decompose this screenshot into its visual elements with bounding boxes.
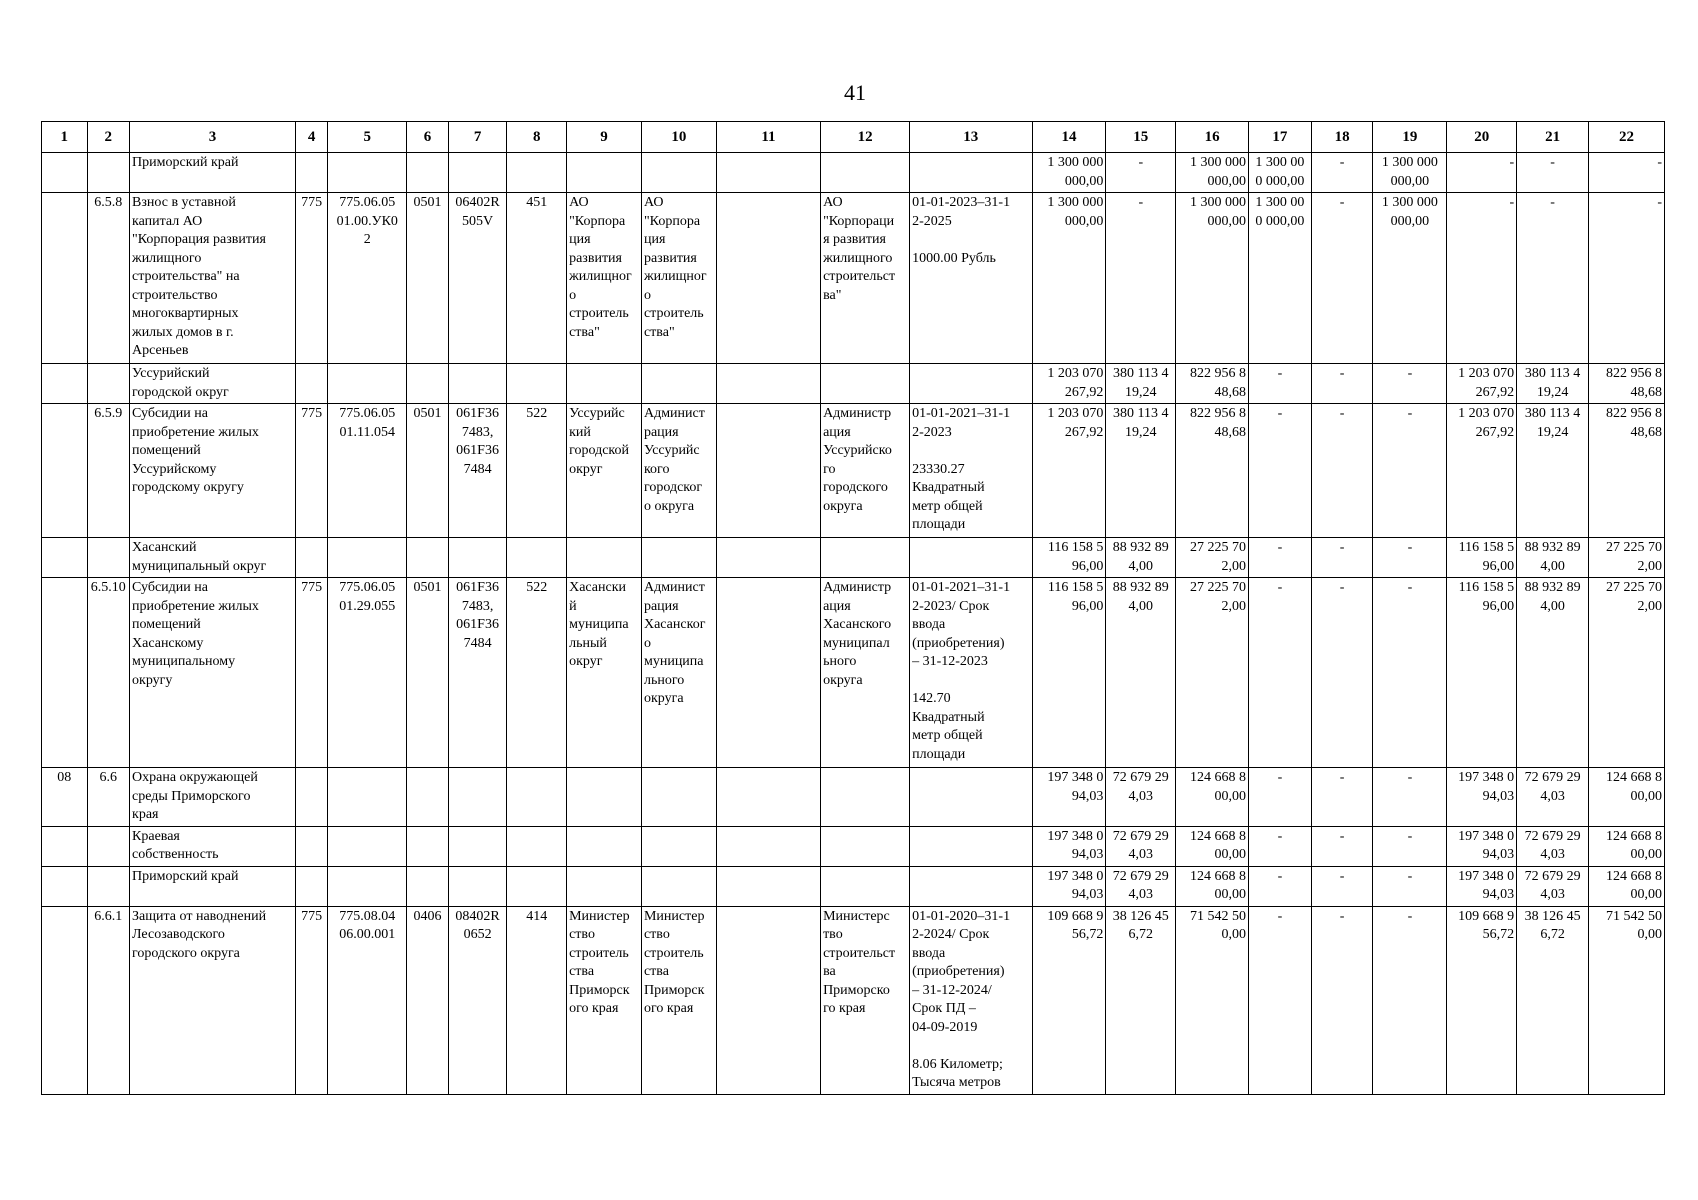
table-row bbox=[42, 193, 1665, 364]
row-code-cell bbox=[42, 404, 88, 538]
recipient-cell bbox=[567, 768, 642, 827]
target-article-cell bbox=[328, 768, 407, 827]
grbs-cell: 775 bbox=[295, 578, 327, 768]
description-cell: Приморский край bbox=[130, 866, 296, 906]
col-20-cell: - bbox=[1447, 153, 1517, 193]
section-cell bbox=[407, 364, 448, 404]
col-21-cell: 88 932 89 4,00 bbox=[1517, 538, 1589, 578]
col-17-cell: - bbox=[1249, 538, 1312, 578]
col-18-cell: - bbox=[1311, 866, 1373, 906]
regional-amount-cell: 124 668 8 00,00 bbox=[1176, 866, 1249, 906]
description-cell: Уссурийский городской округ bbox=[130, 364, 296, 404]
recipient-cell bbox=[567, 538, 642, 578]
column-header: 16 bbox=[1176, 122, 1249, 153]
grbs-cell bbox=[295, 538, 327, 578]
recipient-cell bbox=[567, 153, 642, 193]
vr-cell: 451 bbox=[507, 193, 567, 364]
federal-amount-cell: 38 126 45 6,72 bbox=[1106, 906, 1176, 1094]
col-11-cell bbox=[716, 193, 820, 364]
item-number-cell: 6.5.9 bbox=[87, 404, 129, 538]
column-header: 3 bbox=[130, 122, 296, 153]
term-capacity-cell bbox=[910, 866, 1032, 906]
col-22-cell: 822 956 8 48,68 bbox=[1588, 404, 1664, 538]
item-number-cell: 6.5.8 bbox=[87, 193, 129, 364]
vr-cell: 414 bbox=[507, 906, 567, 1094]
column-header: 8 bbox=[507, 122, 567, 153]
column-header: 1 bbox=[42, 122, 88, 153]
executor-cell bbox=[641, 538, 716, 578]
total-amount-cell: 1 300 000 000,00 bbox=[1032, 153, 1106, 193]
table-row bbox=[42, 538, 1665, 578]
regional-amount-cell: 822 956 8 48,68 bbox=[1176, 404, 1249, 538]
col-18-cell: - bbox=[1311, 193, 1373, 364]
expense-type-cell bbox=[448, 866, 507, 906]
vr-cell bbox=[507, 866, 567, 906]
target-article-cell: 775.08.04 06.00.001 bbox=[328, 906, 407, 1094]
table-row bbox=[42, 826, 1665, 866]
target-article-cell: 775.06.05 01.11.054 bbox=[328, 404, 407, 538]
total-amount-cell: 109 668 9 56,72 bbox=[1032, 906, 1106, 1094]
regional-amount-cell: 27 225 70 2,00 bbox=[1176, 578, 1249, 768]
table-row bbox=[42, 866, 1665, 906]
grbs-cell bbox=[295, 768, 327, 827]
term-capacity-cell bbox=[910, 768, 1032, 827]
federal-amount-cell: - bbox=[1106, 153, 1176, 193]
col-20-cell: 116 158 5 96,00 bbox=[1447, 578, 1517, 768]
vr-cell bbox=[507, 768, 567, 827]
customer-cell: Администр ация Хасанского муниципал ьного округа bbox=[821, 578, 910, 768]
col-11-cell bbox=[716, 364, 820, 404]
customer-cell bbox=[821, 364, 910, 404]
executor-cell: АО "Корпора ция развития жилищног о строитель ства" bbox=[641, 193, 716, 364]
col-21-cell: 72 679 29 4,03 bbox=[1517, 768, 1589, 827]
col-19-cell: - bbox=[1373, 364, 1447, 404]
table-row bbox=[42, 404, 1665, 538]
row-code-cell bbox=[42, 364, 88, 404]
target-article-cell bbox=[328, 153, 407, 193]
column-header: 11 bbox=[716, 122, 820, 153]
col-11-cell bbox=[716, 578, 820, 768]
col-11-cell bbox=[716, 538, 820, 578]
col-22-cell: - bbox=[1588, 153, 1664, 193]
customer-cell bbox=[821, 866, 910, 906]
col-22-cell: 124 668 8 00,00 bbox=[1588, 866, 1664, 906]
description-cell: Охрана окружающей среды Приморского края bbox=[130, 768, 296, 827]
col-11-cell bbox=[716, 404, 820, 538]
regional-amount-cell: 1 300 000 000,00 bbox=[1176, 193, 1249, 364]
grbs-cell: 775 bbox=[295, 404, 327, 538]
regional-amount-cell: 124 668 8 00,00 bbox=[1176, 768, 1249, 827]
item-number-cell bbox=[87, 364, 129, 404]
expense-type-cell: 08402R 0652 bbox=[448, 906, 507, 1094]
col-18-cell: - bbox=[1311, 826, 1373, 866]
col-17-cell: - bbox=[1249, 364, 1312, 404]
description-cell: Защита от наводнений Лесозаводского городского округа bbox=[130, 906, 296, 1094]
executor-cell: Министер ство строитель ства Приморск ого края bbox=[641, 906, 716, 1094]
column-header: 13 bbox=[910, 122, 1032, 153]
regional-amount-cell: 1 300 000 000,00 bbox=[1176, 153, 1249, 193]
executor-cell bbox=[641, 866, 716, 906]
total-amount-cell: 1 300 000 000,00 bbox=[1032, 193, 1106, 364]
item-number-cell bbox=[87, 538, 129, 578]
regional-amount-cell: 124 668 8 00,00 bbox=[1176, 826, 1249, 866]
recipient-cell: Хасански й муниципа льный округ bbox=[567, 578, 642, 768]
column-header: 18 bbox=[1311, 122, 1373, 153]
col-21-cell: 72 679 29 4,03 bbox=[1517, 866, 1589, 906]
section-cell bbox=[407, 866, 448, 906]
section-cell bbox=[407, 826, 448, 866]
col-19-cell: 1 300 000 000,00 bbox=[1373, 193, 1447, 364]
total-amount-cell: 116 158 5 96,00 bbox=[1032, 538, 1106, 578]
recipient-cell: Уссурийс кий городской округ bbox=[567, 404, 642, 538]
section-cell bbox=[407, 153, 448, 193]
total-amount-cell: 197 348 0 94,03 bbox=[1032, 866, 1106, 906]
col-17-cell: 1 300 00 0 000,00 bbox=[1249, 153, 1312, 193]
section-cell bbox=[407, 538, 448, 578]
col-19-cell: 1 300 000 000,00 bbox=[1373, 153, 1447, 193]
col-19-cell: - bbox=[1373, 768, 1447, 827]
federal-amount-cell: 72 679 29 4,03 bbox=[1106, 826, 1176, 866]
item-number-cell: 6.6.1 bbox=[87, 906, 129, 1094]
col-18-cell: - bbox=[1311, 768, 1373, 827]
col-19-cell: - bbox=[1373, 826, 1447, 866]
col-11-cell bbox=[716, 906, 820, 1094]
col-22-cell: 27 225 70 2,00 bbox=[1588, 538, 1664, 578]
col-19-cell: - bbox=[1373, 578, 1447, 768]
expense-type-cell bbox=[448, 364, 507, 404]
column-header: 10 bbox=[641, 122, 716, 153]
row-code-cell bbox=[42, 866, 88, 906]
expense-type-cell: 061F36 7483, 061F36 7484 bbox=[448, 578, 507, 768]
col-19-cell: - bbox=[1373, 866, 1447, 906]
col-21-cell: 88 932 89 4,00 bbox=[1517, 578, 1589, 768]
section-cell: 0501 bbox=[407, 404, 448, 538]
federal-amount-cell: 380 113 4 19,24 bbox=[1106, 404, 1176, 538]
column-header: 6 bbox=[407, 122, 448, 153]
col-18-cell: - bbox=[1311, 153, 1373, 193]
target-article-cell bbox=[328, 826, 407, 866]
expense-type-cell bbox=[448, 538, 507, 578]
grbs-cell bbox=[295, 826, 327, 866]
target-article-cell: 775.06.05 01.00.УК0 2 bbox=[328, 193, 407, 364]
federal-amount-cell: - bbox=[1106, 193, 1176, 364]
col-22-cell: 27 225 70 2,00 bbox=[1588, 578, 1664, 768]
column-header: 15 bbox=[1106, 122, 1176, 153]
col-21-cell: 72 679 29 4,03 bbox=[1517, 826, 1589, 866]
target-article-cell bbox=[328, 364, 407, 404]
column-header: 9 bbox=[567, 122, 642, 153]
section-cell: 0406 bbox=[407, 906, 448, 1094]
column-header: 22 bbox=[1588, 122, 1664, 153]
description-cell: Хасанский муниципальный округ bbox=[130, 538, 296, 578]
customer-cell bbox=[821, 153, 910, 193]
col-21-cell: - bbox=[1517, 153, 1589, 193]
col-20-cell: 1 203 070 267,92 bbox=[1447, 404, 1517, 538]
recipient-cell: АО "Корпора ция развития жилищног о строитель ства" bbox=[567, 193, 642, 364]
regional-amount-cell: 71 542 50 0,00 bbox=[1176, 906, 1249, 1094]
section-cell bbox=[407, 768, 448, 827]
col-20-cell: 116 158 5 96,00 bbox=[1447, 538, 1517, 578]
col-20-cell: 109 668 9 56,72 bbox=[1447, 906, 1517, 1094]
row-code-cell bbox=[42, 578, 88, 768]
customer-cell: Администр ация Уссурийско го городского округа bbox=[821, 404, 910, 538]
item-number-cell bbox=[87, 866, 129, 906]
term-capacity-cell: 01-01-2021–31-1 2-2023/ Срок ввода (приобретения) – 31-12-2023 142.70 Квадратный метр общей площади bbox=[910, 578, 1032, 768]
vr-cell bbox=[507, 153, 567, 193]
regional-amount-cell: 27 225 70 2,00 bbox=[1176, 538, 1249, 578]
description-cell: Взнос в уставной капитал АО "Корпорация развития жилищного строительства" на строительство многоквартирных жилых домов в г. Арсеньев bbox=[130, 193, 296, 364]
table-row bbox=[42, 906, 1665, 1094]
recipient-cell bbox=[567, 364, 642, 404]
expense-type-cell bbox=[448, 826, 507, 866]
col-21-cell: 38 126 45 6,72 bbox=[1517, 906, 1589, 1094]
header-row bbox=[42, 122, 1665, 153]
executor-cell bbox=[641, 153, 716, 193]
column-header: 20 bbox=[1447, 122, 1517, 153]
recipient-cell: Министер ство строитель ства Приморск ого края bbox=[567, 906, 642, 1094]
expense-type-cell bbox=[448, 153, 507, 193]
executor-cell: Админист рация Уссурийс кого городског о округа bbox=[641, 404, 716, 538]
col-22-cell: - bbox=[1588, 193, 1664, 364]
column-header: 14 bbox=[1032, 122, 1106, 153]
col-18-cell: - bbox=[1311, 364, 1373, 404]
vr-cell bbox=[507, 364, 567, 404]
column-header: 17 bbox=[1249, 122, 1312, 153]
col-20-cell: 197 348 0 94,03 bbox=[1447, 866, 1517, 906]
federal-amount-cell: 88 932 89 4,00 bbox=[1106, 578, 1176, 768]
col-17-cell: - bbox=[1249, 906, 1312, 1094]
col-11-cell bbox=[716, 866, 820, 906]
federal-amount-cell: 72 679 29 4,03 bbox=[1106, 768, 1176, 827]
col-21-cell: 380 113 4 19,24 bbox=[1517, 364, 1589, 404]
item-number-cell: 6.6 bbox=[87, 768, 129, 827]
item-number-cell bbox=[87, 826, 129, 866]
table-row bbox=[42, 578, 1665, 768]
recipient-cell bbox=[567, 826, 642, 866]
col-22-cell: 71 542 50 0,00 bbox=[1588, 906, 1664, 1094]
table-row bbox=[42, 153, 1665, 193]
grbs-cell: 775 bbox=[295, 193, 327, 364]
col-19-cell: - bbox=[1373, 906, 1447, 1094]
col-20-cell: 1 203 070 267,92 bbox=[1447, 364, 1517, 404]
table-row bbox=[42, 364, 1665, 404]
budget-table bbox=[41, 121, 1665, 1095]
regional-amount-cell: 822 956 8 48,68 bbox=[1176, 364, 1249, 404]
row-code-cell bbox=[42, 906, 88, 1094]
column-header: 7 bbox=[448, 122, 507, 153]
executor-cell bbox=[641, 364, 716, 404]
federal-amount-cell: 88 932 89 4,00 bbox=[1106, 538, 1176, 578]
executor-cell: Админист рация Хасанског о муниципа льного округа bbox=[641, 578, 716, 768]
row-code-cell bbox=[42, 826, 88, 866]
column-header: 4 bbox=[295, 122, 327, 153]
col-21-cell: - bbox=[1517, 193, 1589, 364]
col-17-cell: 1 300 00 0 000,00 bbox=[1249, 193, 1312, 364]
col-20-cell: - bbox=[1447, 193, 1517, 364]
col-18-cell: - bbox=[1311, 906, 1373, 1094]
executor-cell bbox=[641, 768, 716, 827]
col-20-cell: 197 348 0 94,03 bbox=[1447, 826, 1517, 866]
col-21-cell: 380 113 4 19,24 bbox=[1517, 404, 1589, 538]
section-cell: 0501 bbox=[407, 578, 448, 768]
term-capacity-cell bbox=[910, 364, 1032, 404]
col-17-cell: - bbox=[1249, 826, 1312, 866]
term-capacity-cell bbox=[910, 826, 1032, 866]
total-amount-cell: 1 203 070 267,92 bbox=[1032, 364, 1106, 404]
total-amount-cell: 116 158 5 96,00 bbox=[1032, 578, 1106, 768]
term-capacity-cell: 01-01-2023–31-1 2-2025 1000.00 Рубль bbox=[910, 193, 1032, 364]
total-amount-cell: 1 203 070 267,92 bbox=[1032, 404, 1106, 538]
col-18-cell: - bbox=[1311, 404, 1373, 538]
table-body bbox=[42, 153, 1665, 1095]
section-cell: 0501 bbox=[407, 193, 448, 364]
col-19-cell: - bbox=[1373, 538, 1447, 578]
column-header: 19 bbox=[1373, 122, 1447, 153]
col-18-cell: - bbox=[1311, 578, 1373, 768]
col-22-cell: 124 668 8 00,00 bbox=[1588, 826, 1664, 866]
target-article-cell bbox=[328, 538, 407, 578]
term-capacity-cell bbox=[910, 153, 1032, 193]
customer-cell bbox=[821, 538, 910, 578]
col-11-cell bbox=[716, 768, 820, 827]
col-22-cell: 822 956 8 48,68 bbox=[1588, 364, 1664, 404]
col-17-cell: - bbox=[1249, 404, 1312, 538]
col-17-cell: - bbox=[1249, 578, 1312, 768]
customer-cell bbox=[821, 768, 910, 827]
target-article-cell bbox=[328, 866, 407, 906]
page-number: 41 bbox=[844, 80, 866, 105]
customer-cell bbox=[821, 826, 910, 866]
description-cell: Приморский край bbox=[130, 153, 296, 193]
executor-cell bbox=[641, 826, 716, 866]
column-header: 2 bbox=[87, 122, 129, 153]
col-19-cell: - bbox=[1373, 404, 1447, 538]
table-row bbox=[42, 768, 1665, 827]
column-header: 5 bbox=[328, 122, 407, 153]
description-cell: Субсидии на приобретение жилых помещений Хасанскому муниципальному округу bbox=[130, 578, 296, 768]
grbs-cell bbox=[295, 866, 327, 906]
item-number-cell: 6.5.10 bbox=[87, 578, 129, 768]
row-code-cell bbox=[42, 538, 88, 578]
grbs-cell bbox=[295, 364, 327, 404]
grbs-cell bbox=[295, 153, 327, 193]
col-18-cell: - bbox=[1311, 538, 1373, 578]
row-code-cell bbox=[42, 193, 88, 364]
vr-cell: 522 bbox=[507, 578, 567, 768]
grbs-cell: 775 bbox=[295, 906, 327, 1094]
customer-cell: АО "Корпораци я развития жилищного строительст ва" bbox=[821, 193, 910, 364]
row-code-cell bbox=[42, 153, 88, 193]
total-amount-cell: 197 348 0 94,03 bbox=[1032, 768, 1106, 827]
target-article-cell: 775.06.05 01.29.055 bbox=[328, 578, 407, 768]
federal-amount-cell: 72 679 29 4,03 bbox=[1106, 866, 1176, 906]
column-header: 21 bbox=[1517, 122, 1589, 153]
description-cell: Краевая собственность bbox=[130, 826, 296, 866]
expense-type-cell: 06402R 505V bbox=[448, 193, 507, 364]
term-capacity-cell: 01-01-2021–31-1 2-2023 23330.27 Квадратный метр общей площади bbox=[910, 404, 1032, 538]
row-code-cell: 08 bbox=[42, 768, 88, 827]
vr-cell: 522 bbox=[507, 404, 567, 538]
vr-cell bbox=[507, 826, 567, 866]
col-17-cell: - bbox=[1249, 768, 1312, 827]
col-11-cell bbox=[716, 826, 820, 866]
term-capacity-cell: 01-01-2020–31-1 2-2024/ Срок ввода (приобретения) – 31-12-2024/ Срок ПД – 04-09-2019 8.06 Километр; Тысяча метров bbox=[910, 906, 1032, 1094]
col-11-cell bbox=[716, 153, 820, 193]
col-17-cell: - bbox=[1249, 866, 1312, 906]
column-header: 12 bbox=[821, 122, 910, 153]
total-amount-cell: 197 348 0 94,03 bbox=[1032, 826, 1106, 866]
expense-type-cell bbox=[448, 768, 507, 827]
vr-cell bbox=[507, 538, 567, 578]
item-number-cell bbox=[87, 153, 129, 193]
description-cell: Субсидии на приобретение жилых помещений Уссурийскому городскому округу bbox=[130, 404, 296, 538]
term-capacity-cell bbox=[910, 538, 1032, 578]
customer-cell: Министерс тво строительст ва Приморско го края bbox=[821, 906, 910, 1094]
col-22-cell: 124 668 8 00,00 bbox=[1588, 768, 1664, 827]
recipient-cell bbox=[567, 866, 642, 906]
expense-type-cell: 061F36 7483, 061F36 7484 bbox=[448, 404, 507, 538]
federal-amount-cell: 380 113 4 19,24 bbox=[1106, 364, 1176, 404]
col-20-cell: 197 348 0 94,03 bbox=[1447, 768, 1517, 827]
